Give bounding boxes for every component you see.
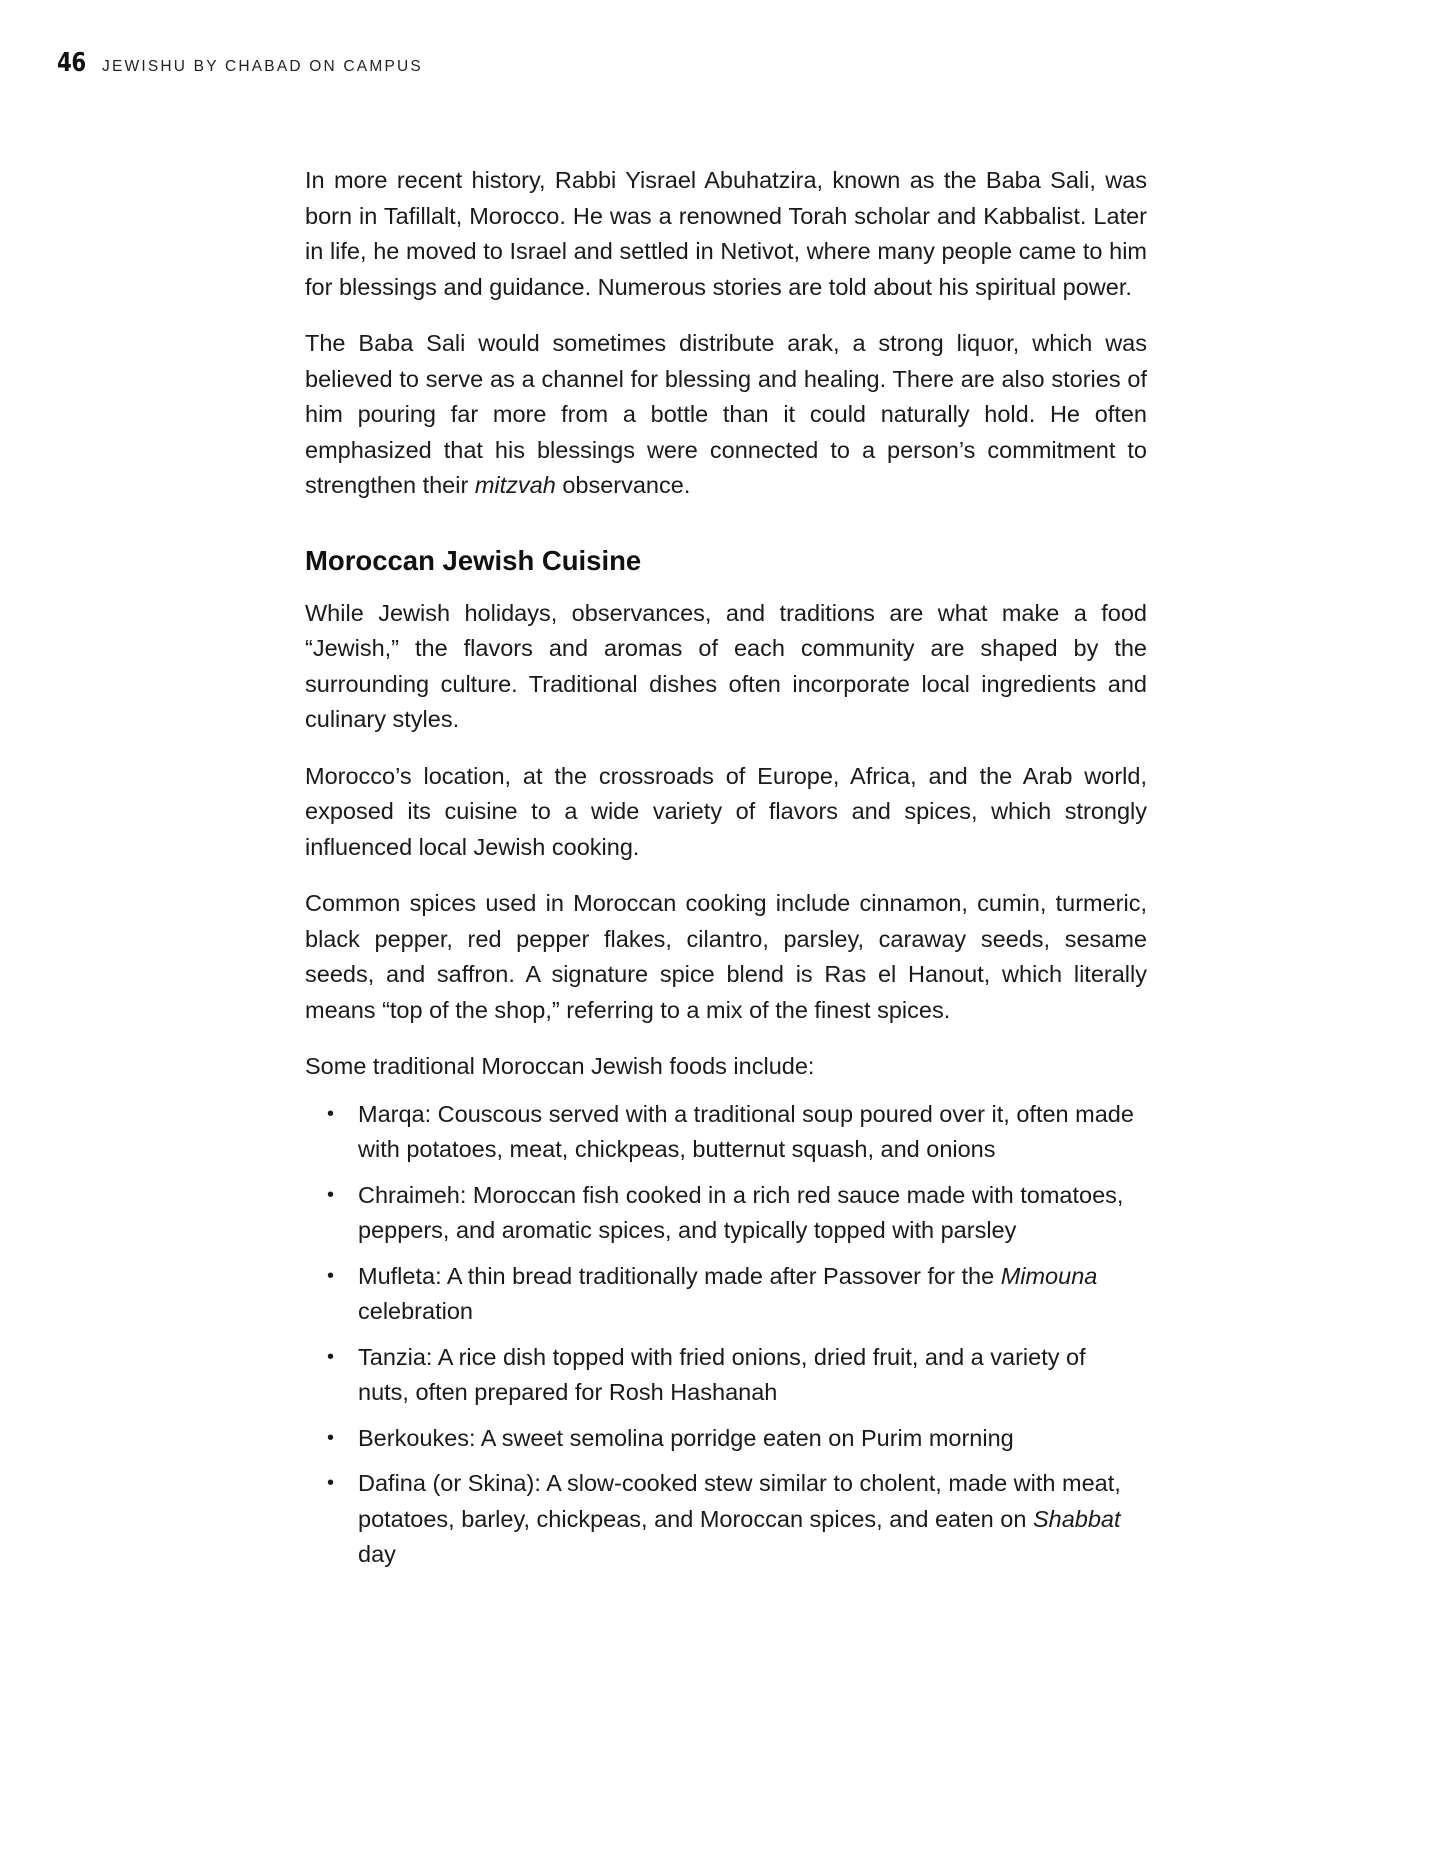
paragraph-text: The Baba Sali would sometimes distribute arak, a strong liquor, which was believed to serve as a channel for blessing and healing. There are also stories of him pouring far more from a bottle than it could naturally hold. He often emphasized that his blessings were connected to a person’s commitment to strengthen their <box>305 330 1147 498</box>
paragraph-jewish-food: While Jewish holidays, observances, and traditions are what make a food “Jewish,” the flavors and aromas of each community are shaped by the surrounding culture. Traditional dishes often incorporate local ingredients and culinary styles. <box>305 599 1147 732</box>
bullet-icon: • <box>327 1102 335 1125</box>
paragraph-text: observance. <box>555 472 691 498</box>
paragraph-morocco-location: Morocco’s location, at the crossroads of Europe, Africa, and the Arab world, exposed its cuisine to a wide variety of flavors and spices, which strongly influenced local Jewish cooking. <box>305 762 1147 860</box>
list-item-text: Chraimeh: Moroccan fish cooked in a rich red sauce made with tomatoes, peppers, and aromatic spices, and typically topped with parsley <box>358 1181 1124 1243</box>
list-item-berkoukes <box>327 1421 1147 1457</box>
bullet-icon: • <box>327 1472 335 1494</box>
list-item-tanzia <box>327 1340 1147 1411</box>
list-item-text: Dafina (or Skina): A slow-cooked stew similar to cholent, made with meat, potatoes, barley, chickpeas, and Moroccan spices, and eaten on <box>358 1470 1121 1532</box>
section-heading: Moroccan Jewish Cuisine <box>305 544 642 576</box>
list-item-text: day <box>358 1541 396 1567</box>
page-body <box>305 163 1147 1583</box>
list-intro: Some traditional Moroccan Jewish foods include: <box>305 1053 815 1079</box>
italic-term: mitzvah <box>474 472 556 498</box>
paragraph-baba-sali-arak <box>305 326 1147 504</box>
list-item-marqa <box>327 1097 1147 1168</box>
italic-term: Mimouna <box>1000 1262 1098 1289</box>
list-item-mufleta <box>327 1259 1147 1330</box>
list-item-text: celebration <box>358 1298 473 1324</box>
running-header <box>57 48 423 78</box>
paragraph-baba-sali-history: In more recent history, Rabbi Yisrael Abuhatzira, known as the Baba Sali, was born in Tafillalt, Morocco. He was a renowned Torah scholar and Kabbalist. Later in life, he moved to Israel and settled in Netivot, where many people came to him for blessings and guidance. Numerous stories are told about his spiritual power. <box>305 167 1147 300</box>
bullet-icon: • <box>327 1264 335 1287</box>
book-title: JEWISHU BY CHABAD ON CAMPUS <box>102 58 423 75</box>
list-item-text: Marqa: Couscous served with a traditional soup poured over it, often made with potatoes, meat, chickpeas, butternut squash, and onions <box>358 1100 1134 1162</box>
bullet-icon: • <box>327 1426 335 1449</box>
paragraph-spices: Common spices used in Moroccan cooking include cinnamon, cumin, turmeric, black pepper, red pepper flakes, cilantro, parsley, caraway seeds, sesame seeds, and saffron. A signature spice blend is Ras el Hanout, which literally means “top of the shop,” referring to a mix of the finest spices. <box>305 890 1147 1023</box>
list-item-dafina <box>327 1466 1147 1573</box>
list-item-chraimeh <box>327 1178 1147 1249</box>
bullet-icon: • <box>327 1345 335 1368</box>
list-item-text: Tanzia: A rice dish topped with fried onions, dried fruit, and a variety of nuts, often prepared for Rosh Hashanah <box>358 1343 1086 1405</box>
page-number: 46 <box>57 48 86 78</box>
italic-term: Shabbat <box>1032 1505 1121 1532</box>
bullet-icon: • <box>327 1183 335 1206</box>
list-item-text: Mufleta: A thin bread traditionally made after Passover for the <box>358 1262 1001 1289</box>
foods-list <box>305 1097 1147 1573</box>
list-item-text: Berkoukes: A sweet semolina porridge eaten on Purim morning <box>358 1424 1014 1451</box>
